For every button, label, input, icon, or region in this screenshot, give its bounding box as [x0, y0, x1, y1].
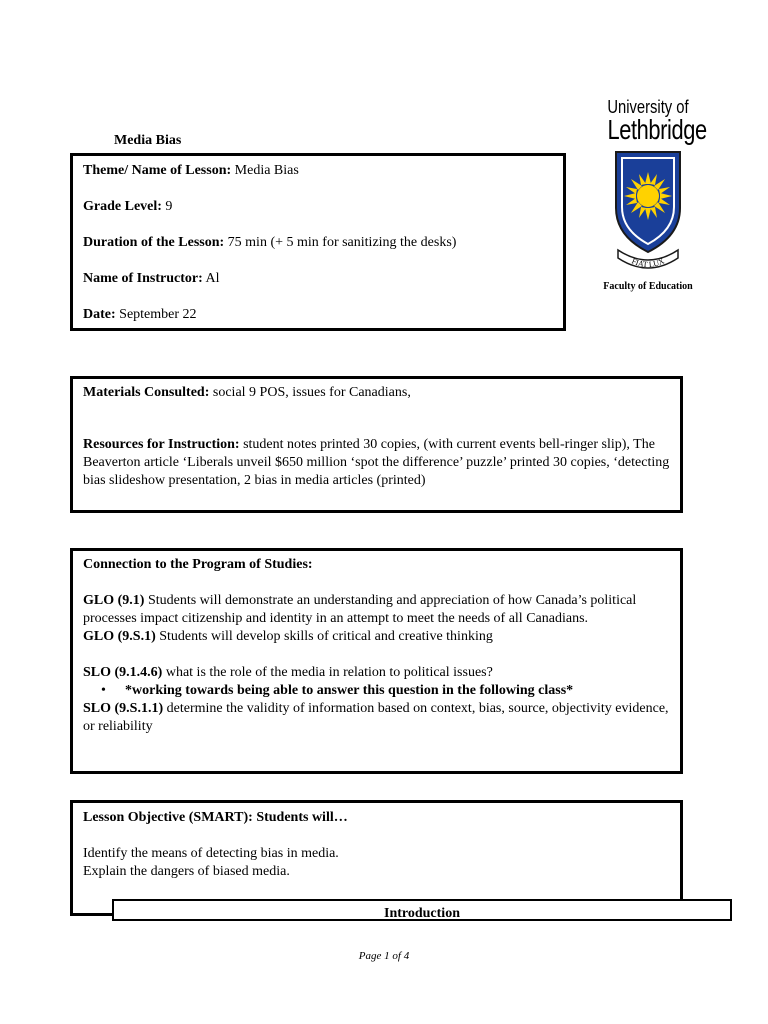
document-title: Media Bias: [114, 133, 182, 148]
logo-motto: FIAT LUX: [630, 256, 666, 270]
bullet-text: *working towards being able to answer this question in the following class*: [125, 683, 574, 698]
glo-2-label: GLO (9.S.1): [83, 629, 156, 644]
shield-icon: [596, 144, 700, 280]
logo-faculty: Faculty of Education: [603, 281, 693, 292]
objective-heading: Lesson Objective (SMART): Students will…: [83, 810, 348, 825]
slo-1-bullet: [83, 682, 670, 700]
instructor-field: [83, 270, 553, 288]
grade-field: [83, 198, 553, 216]
theme-label: Theme/ Name of Lesson:: [83, 163, 232, 178]
materials-box: [70, 376, 683, 513]
date-field: [83, 306, 553, 324]
program-connection-box: [70, 548, 683, 774]
date-value: September 22: [115, 307, 197, 322]
glo-1-label: GLO (9.1): [83, 593, 145, 608]
objective-line-2: Explain the dangers of biased media.: [83, 864, 290, 879]
bullet-icon: •: [101, 683, 106, 698]
slo-2: [83, 700, 670, 736]
materials-consulted-label: Materials Consulted:: [83, 385, 210, 400]
slo-2-text: determine the validity of information based on context, bias, source, objectivity evidence, or reliability: [83, 701, 669, 734]
theme-field: [83, 162, 553, 180]
duration-value: 75 min (+ 5 min for sanitizing the desks): [224, 235, 457, 250]
grade-label: Grade Level:: [83, 199, 162, 214]
glo-1: [83, 592, 670, 628]
slo-2-label: SLO (9.S.1.1): [83, 701, 164, 716]
glo-1-text: Students will demonstrate an understanding and appreciation of how Canada’s political processes impact citizenship and identity in an attempt to meet the needs of all Canadians.: [83, 593, 637, 626]
grade-value: 9: [161, 199, 173, 214]
page-number: Page 1 of 4: [358, 950, 410, 962]
slo-1: [83, 664, 670, 682]
lesson-info-box: [70, 153, 566, 331]
duration-label: Duration of the Lesson:: [83, 235, 225, 250]
connection-heading: Connection to the Program of Studies:: [83, 557, 313, 572]
introduction-heading: Introduction: [112, 899, 732, 921]
resources-for-instruction: [83, 436, 670, 490]
theme-value: Media Bias: [231, 163, 299, 178]
materials-consulted-value: social 9 POS, issues for Canadians,: [209, 385, 411, 400]
slo-1-label: SLO (9.1.4.6): [83, 665, 163, 680]
materials-consulted: [83, 384, 670, 402]
logo-line-2: Lethbridge: [607, 114, 707, 145]
university-logo: [596, 97, 707, 292]
glo-2-text: Students will develop skills of critical and creative thinking: [155, 629, 493, 644]
resources-value: student notes printed 30 copies, (with current events bell-ringer slip), The Beaverton article ‘Liberals unveil $650 million ‘spot the difference’ puzzle’ printed 30 copies, ‘detecting bias slideshow presentation, 2 bias in media articles (printed): [83, 437, 670, 488]
slo-1-text: what is the role of the media in relation to political issues?: [162, 665, 493, 680]
resources-label: Resources for Instruction:: [83, 437, 240, 452]
objective-line-1: Identify the means of detecting bias in media.: [83, 846, 339, 861]
instructor-value: Al: [202, 271, 220, 286]
instructor-label: Name of Instructor:: [83, 271, 203, 286]
logo-line-1: University of: [607, 97, 689, 117]
glo-2: [83, 628, 670, 646]
duration-field: [83, 234, 553, 252]
date-label: Date:: [83, 307, 116, 322]
